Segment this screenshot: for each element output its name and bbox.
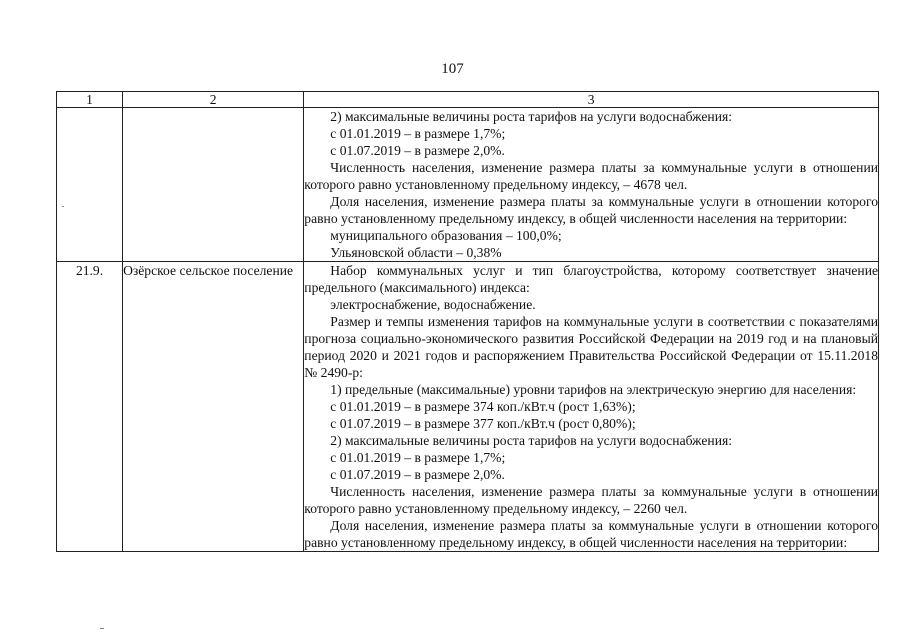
scan-speck xyxy=(62,206,64,207)
paragraph: Размер и темпы изменения тарифов на коммунальные услуги в соответствии с показателями прогноза социально-экономического развития Российской Федерации на 2019 год и на плановый период 2020 и 2021 годов и распоряжением Правительства Российской Федерации от 15.11.2018 № 2490-р: xyxy=(304,314,878,380)
column-header-2: 2 xyxy=(123,92,304,108)
paragraph: Доля населения, изменение размера платы за коммунальные услуги в отношении которого равно установленному предельному индексу, в общей численности населения на территории: xyxy=(304,518,878,550)
paragraph: 1) предельные (максимальные) уровни тарифов на электрическую энергию для населения: xyxy=(330,382,857,397)
paragraph: с 01.01.2019 – в размере 1,7%; xyxy=(330,126,506,141)
paragraph: 2) максимальные величины роста тарифов на услуги водоснабжения: xyxy=(330,109,733,124)
table-row xyxy=(57,262,879,552)
paragraph: с 01.01.2019 – в размере 1,7%; xyxy=(330,450,506,465)
paragraph: Ульяновской области – 0,38% xyxy=(330,245,502,260)
paragraph: с 01.01.2019 – в размере 374 коп./кВт.ч (рост 1,63%); xyxy=(330,399,636,414)
paragraph: Численность населения, изменение размера платы за коммунальные услуги в отношении которого равно установленному предельному индексу, – 2260 чел. xyxy=(304,484,878,516)
settlement-name xyxy=(123,108,304,262)
paragraph: муниципального образования – 100,0%; xyxy=(330,228,562,243)
paragraph: Набор коммунальных услуг и тип благоустройства, которому соответствует значение предельного (максимального) индекса: xyxy=(304,263,878,295)
paragraph: Численность населения, изменение размера платы за коммунальные услуги в отношении которого равно установленному предельному индексу, – 4678 чел. xyxy=(304,160,878,192)
paragraph: 2) максимальные величины роста тарифов на услуги водоснабжения: xyxy=(330,433,733,448)
paragraph: с 01.07.2019 – в размере 2,0%. xyxy=(330,143,505,158)
paragraph: электроснабжение, водоснабжение. xyxy=(330,297,536,312)
row-description xyxy=(304,262,879,552)
column-header-1: 1 xyxy=(57,92,123,108)
row-number xyxy=(57,108,123,262)
row-description xyxy=(304,108,879,262)
row-number: 21.9. xyxy=(57,262,123,552)
document-table xyxy=(56,91,879,552)
settlement-name: Озёрское сельское поселение xyxy=(123,262,304,552)
page-number: 107 xyxy=(441,61,464,77)
table-header-row xyxy=(57,92,879,108)
scan-speck xyxy=(100,628,104,629)
paragraph: с 01.07.2019 – в размере 2,0%. xyxy=(330,467,505,482)
paragraph: Доля населения, изменение размера платы за коммунальные услуги в отношении которого равно установленному предельному индексу, в общей численности населения на территории: xyxy=(304,194,878,226)
column-header-3: 3 xyxy=(304,92,879,108)
paragraph: с 01.07.2019 – в размере 377 коп./кВт.ч (рост 0,80%); xyxy=(330,416,636,431)
table-row xyxy=(57,108,879,262)
